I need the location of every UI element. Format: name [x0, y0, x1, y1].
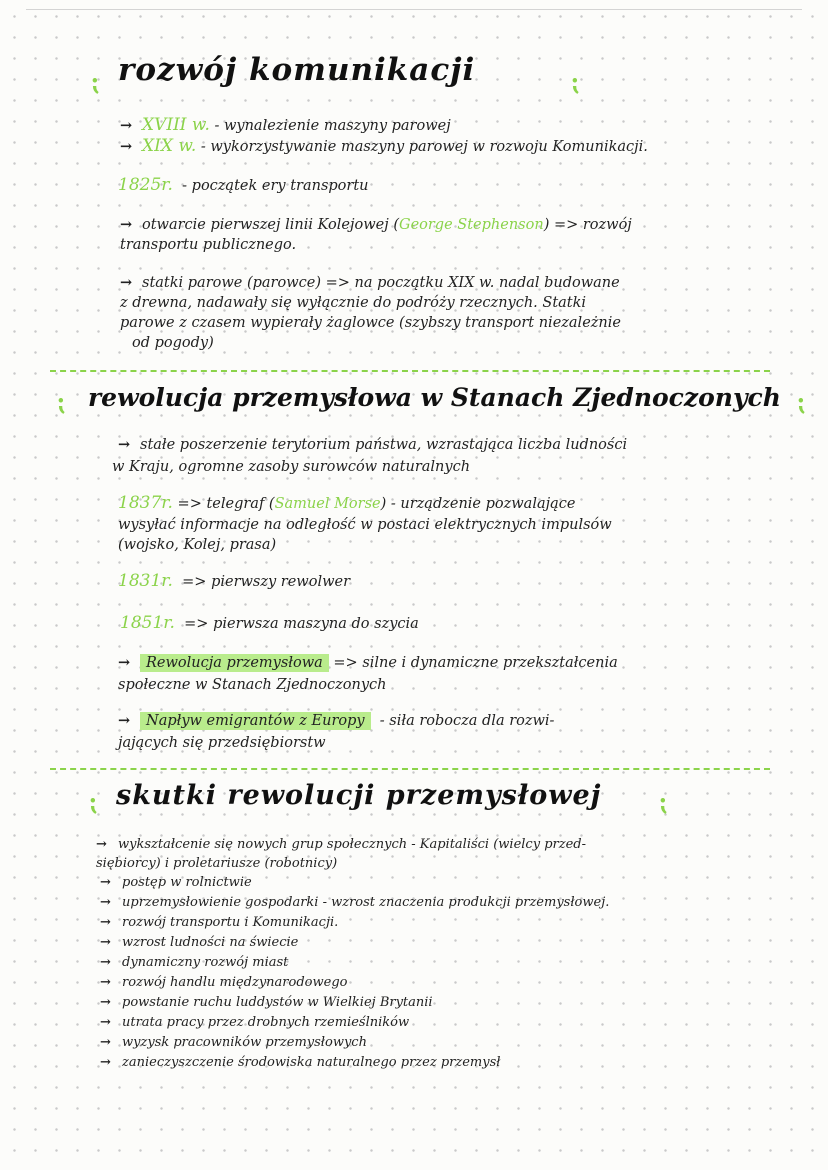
- industrial-revolution-line: → Rewolucja przemysłowa => silne i dynamiczne przekształcenia: [118, 654, 618, 671]
- highlight-emigrants: Napływ emigrantów z Europy: [140, 712, 371, 730]
- list-item: → XIX w. - wykorzystywanie maszyny parowej w rozwoju Komunikacji.: [120, 136, 648, 156]
- list-item: → powstanie ruchu luddystów w Wielkiej Brytanii: [100, 995, 433, 1010]
- arrow-icon: →: [100, 935, 111, 950]
- arrow-icon: →: [100, 875, 111, 890]
- arrow-icon: →: [100, 995, 111, 1010]
- sparkle-icon: ⁏: [90, 787, 99, 816]
- section-title-communication: rozwój komunikacji: [118, 52, 476, 88]
- list-item: → zanieczyszczenie środowiska naturalnego przez przemysł: [100, 1055, 501, 1070]
- us-paragraph-line: → stałe poszerzenie terytorium państwa, wzrastająca liczba ludności: [118, 436, 628, 453]
- ship-paragraph-line: → statki parowe (parowce) => na początku XIX w. nadal budowane: [120, 274, 620, 291]
- list-item: → rozwój transportu i Komunikacji.: [100, 915, 339, 930]
- sparkle-icon: ⁏: [572, 67, 581, 96]
- list-item: → uprzemysłowienie gospodarki - wzrost znaczenia produkcji przemysłowej.: [100, 895, 610, 910]
- rail-paragraph-line: transportu publicznego.: [120, 237, 297, 253]
- emigrants-line: jających się przedsiębiorstw: [118, 735, 326, 751]
- emigrants-line: → Napływ emigrantów z Europy - siła robocza dla rozwi-: [118, 712, 555, 729]
- list-item: → wyzysk pracowników przemysłowych: [100, 1035, 367, 1050]
- arrow-icon: →: [100, 915, 111, 930]
- list-item: → postęp w rolnictwie: [100, 875, 252, 890]
- sewing-machine-line: 1851r. => pierwsza maszyna do szycia: [120, 613, 419, 633]
- arrow-icon: →: [96, 837, 107, 852]
- ship-paragraph-line: od pogody): [132, 335, 214, 351]
- industrial-revolution-line: społeczne w Stanach Zjednoczonych: [118, 677, 387, 693]
- effects-first-line: → wykształcenie się nowych grup społecznych - Kapitaliści (wielcy przed-: [96, 837, 586, 852]
- list-item: → utrata pracy przez drobnych rzemieślników: [100, 1015, 410, 1030]
- arrow-icon: →: [118, 436, 131, 453]
- telegraph-line: (wojsko, Kolej, prasa): [118, 537, 277, 553]
- arrow-icon: →: [100, 975, 111, 990]
- arrow-icon: →: [100, 955, 111, 970]
- section-title-effects: skutki rewolucji przemysłowej: [116, 780, 602, 811]
- list-item: → XVIII w. - wynalezienie maszyny parowej: [120, 115, 451, 135]
- arrow-icon: →: [100, 895, 111, 910]
- arrow-icon: →: [118, 654, 131, 671]
- telegraph-line: 1837r. => telegraf (Samuel Morse) - urządzenie pozwalające: [118, 493, 576, 513]
- sparkle-icon: ⁏: [798, 387, 807, 416]
- section-divider: [50, 768, 770, 770]
- page-top-line: [26, 9, 802, 10]
- section-divider: [50, 370, 770, 372]
- list-item: 1825r. - początek ery transportu: [118, 175, 369, 195]
- arrow-icon: →: [120, 274, 133, 291]
- ship-paragraph-line: z drewna, nadawały się wyłącznie do podróży rzecznych. Statki: [120, 295, 587, 311]
- section-title-us-revolution: rewolucja przemysłowa w Stanach Zjednoczonych: [88, 383, 781, 412]
- arrow-icon: →: [120, 216, 133, 233]
- telegraph-line: wysyłać informacje na odległość w postaci elektrycznych impulsów: [118, 517, 612, 533]
- arrow-icon: →: [120, 117, 133, 134]
- list-item: → dynamiczny rozwój miast: [100, 955, 289, 970]
- list-item: → wzrost ludności na świecie: [100, 935, 299, 950]
- sparkle-icon: ⁏: [92, 67, 101, 96]
- arrow-icon: →: [120, 138, 133, 155]
- highlight-industrial-revolution: Rewolucja przemysłowa: [140, 654, 329, 672]
- revolver-line: 1831r. => pierwszy rewolwer: [118, 571, 351, 591]
- arrow-icon: →: [100, 1035, 111, 1050]
- sparkle-icon: ⁏: [660, 787, 669, 816]
- sparkle-icon: ⁏: [58, 387, 67, 416]
- arrow-icon: →: [118, 712, 131, 729]
- ship-paragraph-line: parowe z czasem wypierały żaglowce (szybszy transport niezależnie: [120, 315, 621, 331]
- arrow-icon: →: [100, 1015, 111, 1030]
- arrow-icon: →: [100, 1055, 111, 1070]
- rail-paragraph-line: → otwarcie pierwszej linii Kolejowej (George Stephenson) => rozwój: [120, 216, 632, 233]
- list-item: → rozwój handlu międzynarodowego: [100, 975, 348, 990]
- effects-first-line: siębiorcy) i proletariusze (robotnicy): [96, 856, 338, 871]
- us-paragraph-line: w Kraju, ogromne zasoby surowców naturalnych: [112, 459, 471, 475]
